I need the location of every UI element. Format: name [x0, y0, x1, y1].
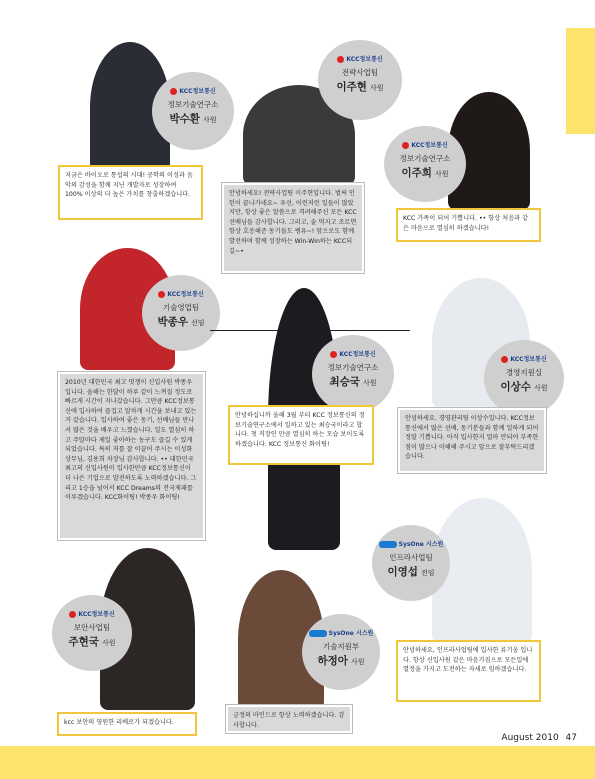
name-text: 이주현	[336, 81, 367, 93]
brand-label: KCC정보통신	[312, 349, 394, 358]
message-box: KCC 가족이 되어 기쁩니다. •• 항상 처음과 같은 마음으로 열심히 하겠습니다!	[396, 208, 541, 242]
department: 경영지원실	[505, 368, 543, 377]
message-box: 지금은 바이오로 통섭의 시대! 공학의 이성과 음악의 감성을 함께 지닌 개발자로 성장하여 100% 이상의 더 높은 가치를 창출하겠습니다.	[58, 165, 203, 220]
yellow-bottom-band	[0, 746, 595, 779]
person-name	[318, 79, 402, 94]
position: 전임	[420, 569, 435, 577]
page-number: 47	[565, 733, 577, 743]
brand-label: KCC정보통신	[142, 289, 220, 298]
name-bubble	[52, 595, 132, 671]
department: 인프라사업팀	[389, 553, 433, 562]
department: 기술지원부	[322, 642, 360, 651]
department: 전략사업팀	[341, 68, 379, 77]
position: 사원	[533, 384, 548, 392]
person-name	[52, 634, 132, 649]
brand-label: SysOne 시스원	[372, 539, 450, 548]
name-bubble	[318, 40, 402, 120]
person-name	[312, 374, 394, 389]
name-bubble	[372, 525, 450, 601]
position: 사원	[362, 379, 377, 387]
yellow-side-band	[566, 28, 595, 134]
brand-label: SysOne 시스원	[302, 628, 380, 637]
issue-date: August 2010	[501, 733, 559, 743]
person-name	[384, 165, 466, 180]
brand-label: KCC정보통신	[52, 609, 132, 618]
name-text: 하정아	[317, 655, 348, 667]
department: 기술영업팀	[162, 303, 200, 312]
position: 사원	[350, 658, 365, 666]
person-name	[372, 564, 450, 579]
department: 정보기술연구소	[167, 100, 219, 109]
person-name	[142, 314, 220, 329]
position: 사원	[369, 84, 384, 92]
name-bubble	[152, 72, 234, 150]
message-box: 안녕하십니까 올해 3월 부터 KCC 정보통신의 정보기술연구소에서 일하고 있는 최승국이라고 합니다. 첫 직장인 만큼 열심히 하는 모습 보이도록 하겠습니다. KCC 정보통신 화이팅!	[228, 405, 374, 465]
name-bubble	[142, 275, 220, 351]
position: 사원	[101, 639, 116, 647]
name-bubble	[484, 340, 564, 416]
department: 보안사업팀	[73, 623, 111, 632]
name-text: 최승국	[329, 376, 360, 388]
message-box: 긍정의 마인드로 항상 노력하겠습니다. 감사합니다.	[226, 705, 352, 733]
brand-label: KCC정보통신	[384, 140, 466, 149]
name-text: 이영섭	[387, 566, 418, 578]
page-footer	[501, 733, 577, 743]
person-name	[302, 653, 380, 668]
position: 선임	[190, 319, 205, 327]
brand-label: KCC정보통신	[484, 354, 564, 363]
name-text: 박수환	[169, 113, 200, 125]
brand-label: KCC정보통신	[152, 86, 234, 95]
message-box: 안녕하세요. 경영관리팀 이상수입니다. KCC정보통신에서 많은 선배, 동기분들과 함께 일하게 되어 정말 기쁩니다. 아직 입사한지 얼마 안되어 부족한점이 많으나 이해해 주시고 앞으로 잘부탁드리겠습니다.	[398, 408, 546, 473]
name-text: 주현국	[68, 636, 99, 648]
position: 사원	[434, 170, 449, 178]
position: 사원	[202, 116, 217, 124]
message-box: 2010년 대한민국 최고 멋쟁이 신입사원 박종우 입니다. 올해는 한달이 하루 같이 느껴질 정도로 빠르게 시간이 지나갔습니다. 그만큼 KCC정보통신에 입사하여 즐겁고 알차게 시간을 보내고 있는거 같습니다. 입사하여 좋은 동기, 선배님들 만나서 많은 것을 배우고 느꼈습니다. 일도 열심히 하고 주말마다 제일 좋아하는 농구도 즐길 수 있게 되었습니다. 특히 저를 잘 이끌어 주시는 이성화 상무님, 김용희 차장님 감사합니다. •• 대한민국 최고의 신입사원이 입사한만큼 KCC정보통신이 더 나은 기업으로 발전하도록 노력하겠습니다. 그리고 1승을 넘어서 KCC Dreams의 전국제패를 이루겠습니다. KCC화이팅! 박종우 화이팅!	[58, 372, 205, 540]
name-text: 박종우	[157, 316, 188, 328]
message-box: kcc 보안의 영원한 리베로가 되겠습니다.	[57, 712, 197, 736]
name-bubble	[312, 335, 394, 413]
name-text: 이상수	[500, 381, 531, 393]
brand-label: KCC정보통신	[318, 54, 402, 63]
name-text: 이주희	[401, 167, 432, 179]
person-name	[484, 379, 564, 394]
name-bubble	[302, 614, 380, 690]
message-box: 안녕하세요! 전략사업팀 이주현입니다. 벌써 인턴이 끝나가네요~ 우선, 이런저런 일들이 많았지만, 항상 좋은 말씀으로 격려해주신 모든 KCC선배님들 감사합니다. 그리고, 술 먹지고 조르면 항상 호응해준 동기들도 쌩유~! 앞으로도 함께 발전하며 함께 성장하는 Win-Win하는 KCC되길~•	[222, 183, 364, 273]
department: 정보기술연구소	[327, 363, 379, 372]
name-bubble	[384, 126, 466, 202]
department: 정보기술연구소	[399, 154, 451, 163]
message-box: 안녕하세요, 인프라사업팀에 입사한 류기웅 입니다. 항상 신입사원 같은 마음가짐으로 모든일에 열정을 가지고 도전하는 자세로 임하겠습니다.	[396, 640, 541, 702]
person-name	[152, 111, 234, 126]
